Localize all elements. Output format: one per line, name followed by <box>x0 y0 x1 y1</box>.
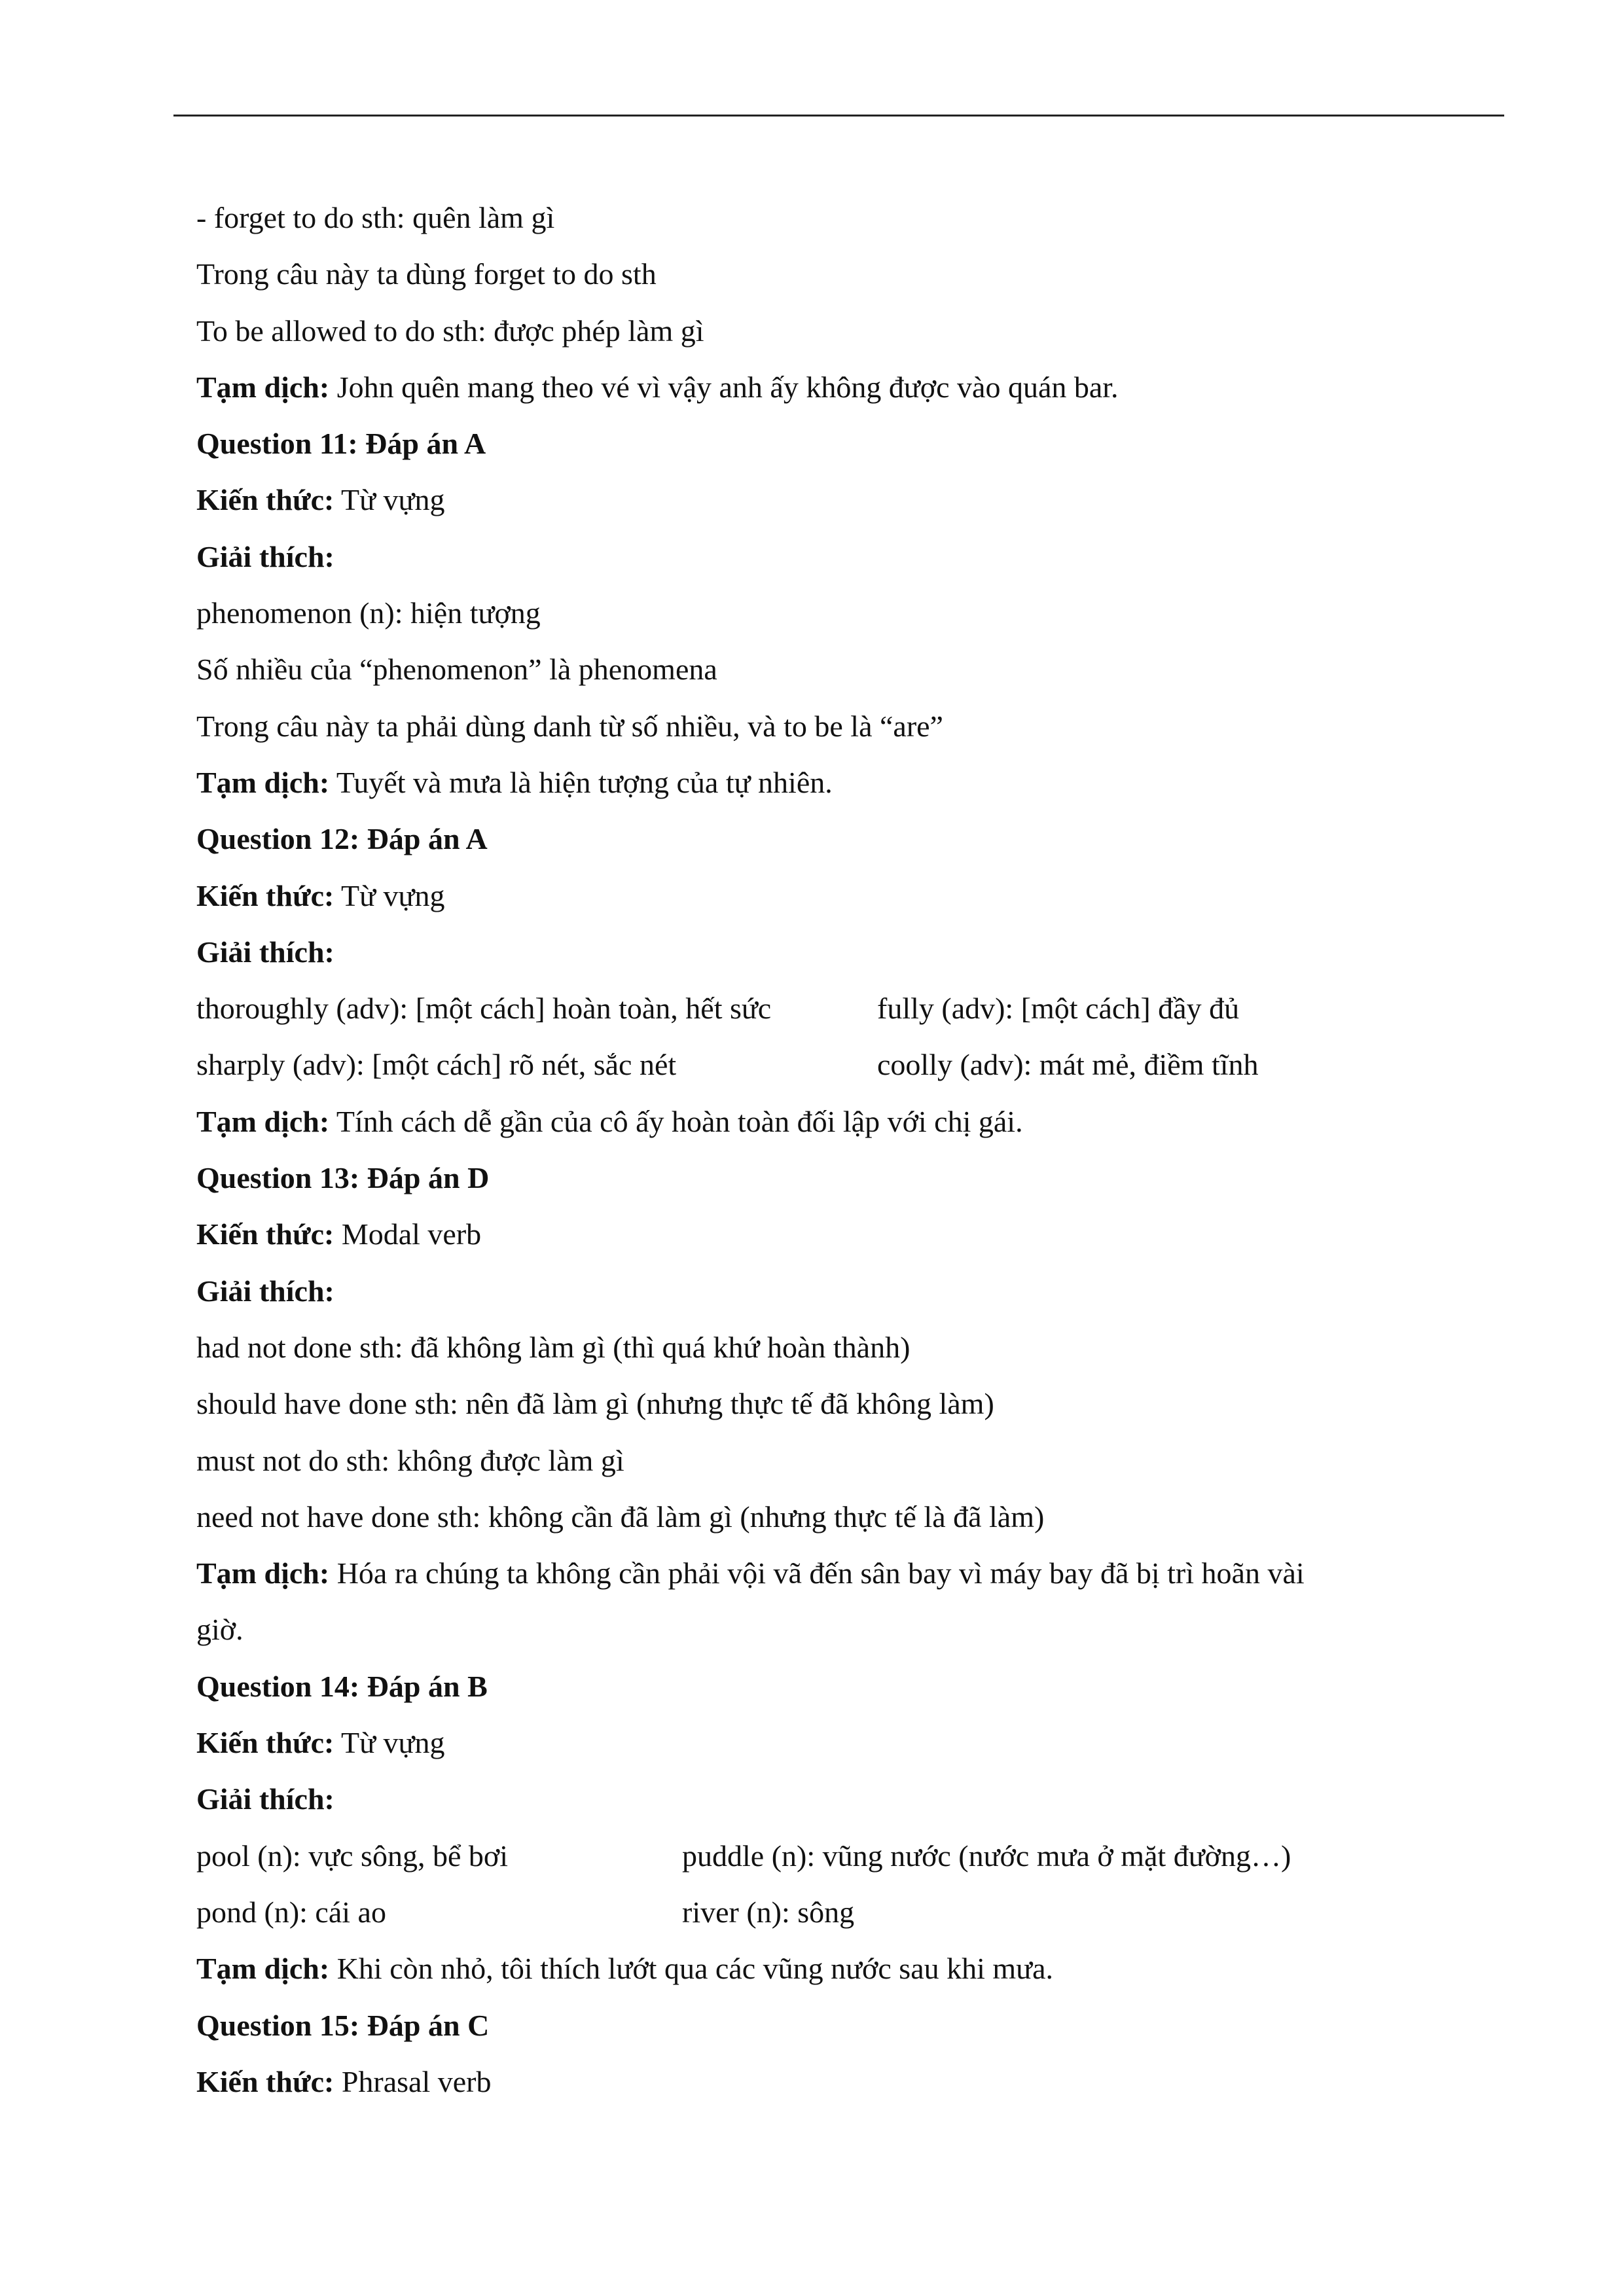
text-line: Trong câu này ta dùng forget to do sth <box>196 257 657 291</box>
translation-text: Khi còn nhỏ, tôi thích lướt qua các vũng nước sau khi mưa. <box>329 1952 1054 1986</box>
knowledge-text: Modal verb <box>334 1217 482 1251</box>
vocab-left: pool (n): vực sông, bể bơi <box>196 1839 508 1873</box>
text-line: phenomenon (n): hiện tượng <box>196 596 541 630</box>
explanation-heading: Giải thích: <box>196 1782 334 1816</box>
vocab-right: fully (adv): [một cách] đầy đủ <box>877 992 1240 1026</box>
knowledge-line <box>196 868 1473 924</box>
vocab-row <box>196 980 1473 1037</box>
knowledge-label: Kiến thức: <box>196 878 334 912</box>
vocab-row <box>196 1884 1473 1941</box>
translation-line <box>196 359 1473 416</box>
document-body <box>196 190 1473 2110</box>
knowledge-line <box>196 2054 1473 2110</box>
header-rule <box>173 115 1504 117</box>
knowledge-text: Từ vựng <box>334 1726 445 1760</box>
vocab-right: puddle (n): vũng nước (nước mưa ở mặt đường…) <box>682 1839 1291 1873</box>
text-line: - forget to do sth: quên làm gì <box>196 201 555 234</box>
text-line: Trong câu này ta phải dùng danh từ số nhiều, và to be là “are” <box>196 709 943 743</box>
text-line: had not done sth: đã không làm gì (thì quá khứ hoàn thành) <box>196 1330 911 1364</box>
translation-line <box>196 1941 1473 1997</box>
translation-line <box>196 1094 1473 1150</box>
text-line: must not do sth: không được làm gì <box>196 1443 624 1477</box>
question-heading: Question 15: Đáp án C <box>196 2008 490 2042</box>
translation-text: Hóa ra chúng ta không cần phải vội vã đến sân bay vì máy bay đã bị trì hoãn vài <box>329 1556 1305 1590</box>
translation-label: Tạm dịch: <box>196 765 330 799</box>
text-line: Số nhiều của “phenomenon” là phenomena <box>196 653 717 687</box>
question-heading: Question 11: Đáp án A <box>196 427 486 461</box>
text-line: should have done sth: nên đã làm gì (nhưng thực tế đã không làm) <box>196 1387 994 1421</box>
question-heading: Question 12: Đáp án A <box>196 822 488 856</box>
vocab-row <box>196 1037 1473 1093</box>
question-heading: Question 14: Đáp án B <box>196 1669 488 1703</box>
explanation-heading: Giải thích: <box>196 539 334 573</box>
knowledge-text: Từ vựng <box>334 878 445 912</box>
vocab-right: coolly (adv): mát mẻ, điềm tĩnh <box>877 1048 1259 1082</box>
text-line: To be allowed to do sth: được phép làm gì <box>196 314 704 348</box>
knowledge-line <box>196 1206 1473 1263</box>
knowledge-label: Kiến thức: <box>196 1726 334 1760</box>
explanation-heading: Giải thích: <box>196 1274 334 1308</box>
translation-text: Tuyết và mưa là hiện tượng của tự nhiên. <box>329 765 833 799</box>
vocab-left: pond (n): cái ao <box>196 1895 386 1929</box>
knowledge-label: Kiến thức: <box>196 2064 334 2098</box>
vocab-right: river (n): sông <box>682 1895 855 1929</box>
text-line: need not have done sth: không cần đã làm gì (nhưng thực tế là đã làm) <box>196 1499 1045 1534</box>
vocab-left: sharply (adv): [một cách] rõ nét, sắc nét <box>196 1048 677 1082</box>
translation-line <box>196 1545 1473 1602</box>
question-heading: Question 13: Đáp án D <box>196 1161 490 1195</box>
vocab-row <box>196 1828 1473 1884</box>
translation-text: John quên mang theo vé vì vậy anh ấy không được vào quán bar. <box>329 370 1119 404</box>
knowledge-text: Phrasal verb <box>334 2064 492 2098</box>
vocab-left: thoroughly (adv): [một cách] hoàn toàn, hết sức <box>196 992 772 1026</box>
translation-label: Tạm dịch: <box>196 370 330 404</box>
knowledge-line <box>196 1715 1473 1771</box>
translation-text: Tính cách dễ gần của cô ấy hoàn toàn đối lập với chị gái. <box>329 1104 1023 1138</box>
translation-continuation: giờ. <box>196 1613 244 1647</box>
knowledge-text: Từ vựng <box>334 483 445 517</box>
translation-label: Tạm dịch: <box>196 1104 330 1138</box>
knowledge-line <box>196 472 1473 528</box>
translation-label: Tạm dịch: <box>196 1556 330 1590</box>
explanation-heading: Giải thích: <box>196 935 334 969</box>
knowledge-label: Kiến thức: <box>196 483 334 517</box>
knowledge-label: Kiến thức: <box>196 1217 334 1251</box>
translation-label: Tạm dịch: <box>196 1952 330 1986</box>
translation-line <box>196 755 1473 811</box>
